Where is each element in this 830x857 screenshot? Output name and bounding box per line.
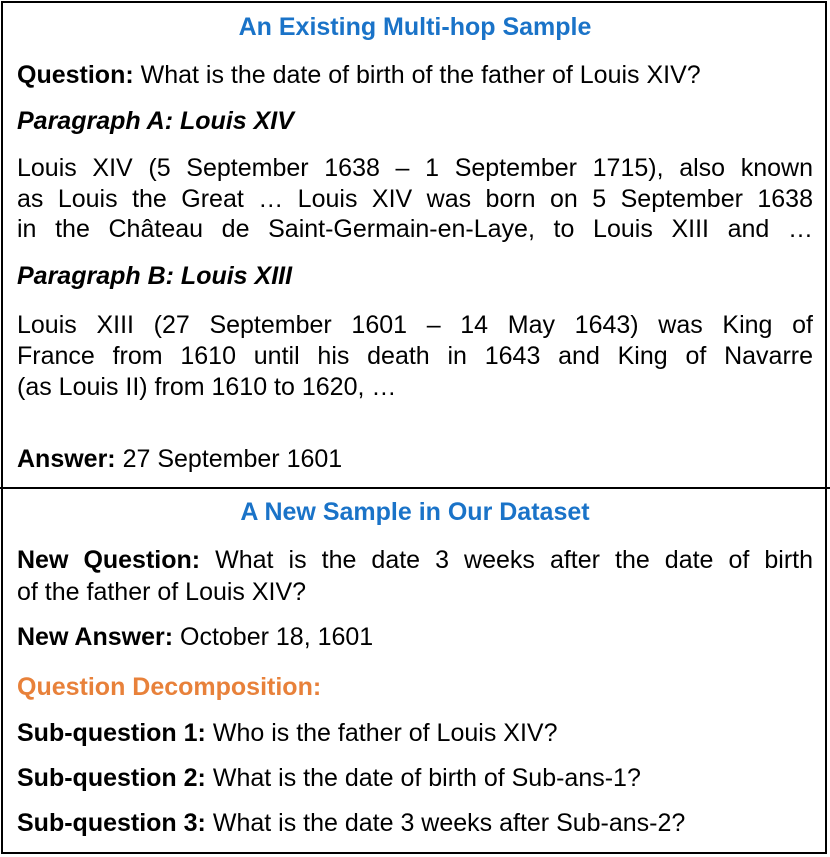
paragraph-a-heading: Paragraph A: Louis XIV — [17, 107, 294, 135]
paragraph-a-line-3: in the Château de Saint-Germain-en-Laye, to Louis XIII and … — [17, 215, 813, 243]
answer-label: Answer: — [17, 445, 116, 473]
new-question-text-1: What is the date 3 weeks after the date of birth — [215, 546, 813, 574]
new-answer-label: New Answer: — [17, 623, 174, 651]
subquestion-3-text: What is the date 3 weeks after Sub-ans-2? — [212, 809, 686, 837]
new-answer-text: October 18, 1601 — [180, 623, 374, 651]
paragraph-a-line-1: Louis XIV (5 September 1638 – 1 September 1715), also known — [17, 154, 813, 182]
paragraph-b-heading: Paragraph B: Louis XIII — [17, 262, 293, 290]
paragraph-b-line-1: Louis XIII (27 September 1601 – 14 May 1643) was King of — [17, 311, 813, 339]
paragraph-a-line-2: as Louis the Great … Louis XIV was born on 5 September 1638 — [17, 184, 813, 213]
question-label: Question: — [17, 61, 134, 89]
paragraph-b-line-3: (as Louis II) from 1610 to 1620, … — [17, 373, 397, 401]
new-sample-title: A New Sample in Our Dataset — [240, 498, 590, 526]
answer-text: 27 September 1601 — [122, 445, 343, 473]
subquestion-1-label: Sub-question 1: — [17, 719, 206, 747]
paragraph-b-line-2: France from 1610 until his death in 1643 and King of Navarre — [17, 342, 813, 370]
question-text: What is the date of birth of the father of Louis XIV? — [140, 61, 701, 89]
subquestion-2-text: What is the date of birth of Sub-ans-1? — [212, 764, 641, 792]
subquestion-3-label: Sub-question 3: — [17, 809, 206, 837]
new-question-line-2: of the father of Louis XIV? — [17, 578, 307, 606]
subquestion-1 — [17, 718, 557, 748]
new-question-label: New Question: — [17, 546, 201, 574]
question-line — [17, 60, 701, 90]
decomposition-heading: Question Decomposition: — [17, 673, 322, 701]
subquestion-3 — [17, 808, 685, 838]
subquestion-2-label: Sub-question 2: — [17, 764, 206, 792]
subquestion-2 — [17, 763, 641, 793]
existing-sample-title: An Existing Multi-hop Sample — [238, 13, 592, 41]
answer-line — [17, 444, 342, 474]
new-question-line-1 — [17, 545, 813, 576]
new-answer-line — [17, 622, 373, 652]
subquestion-1-text: Who is the father of Louis XIV? — [212, 719, 558, 747]
section-divider — [0, 487, 830, 489]
